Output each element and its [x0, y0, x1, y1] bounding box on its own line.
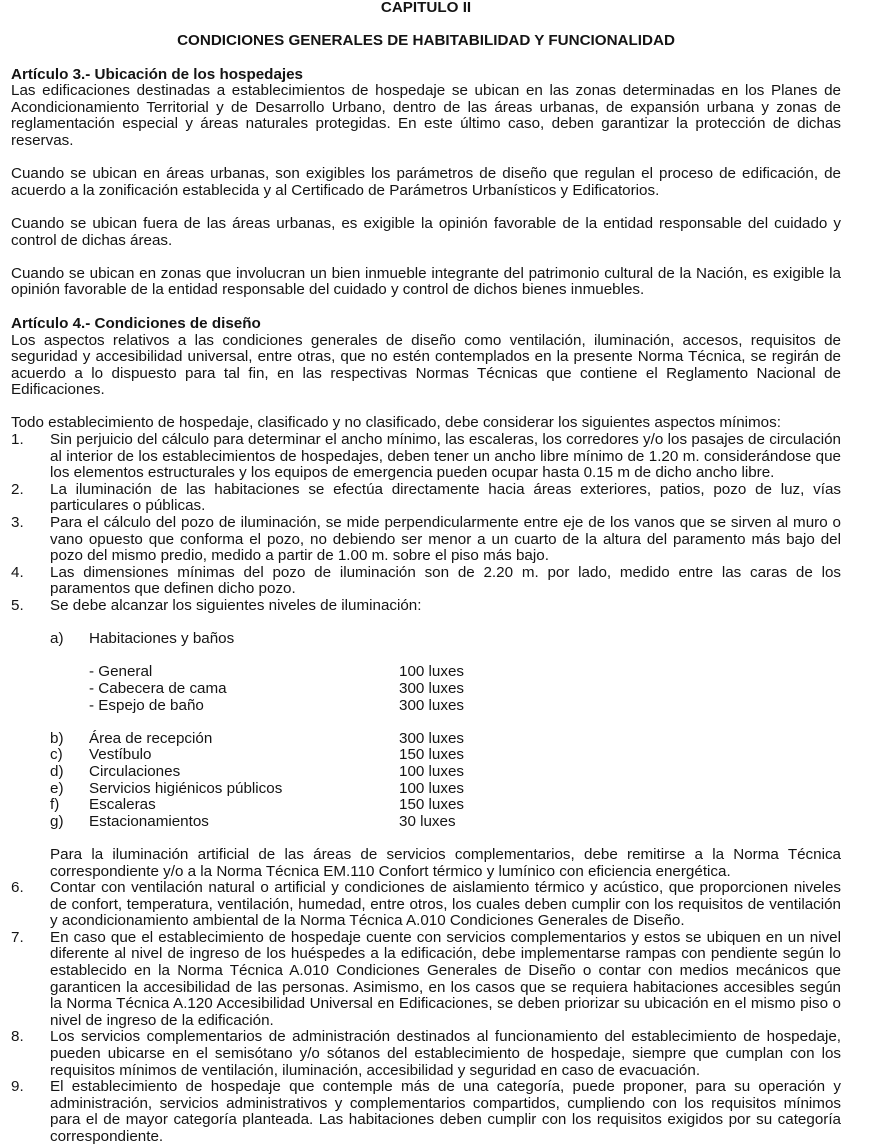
- article-3-paragraph: Las edificaciones destinadas a establecimientos de hospedaje se ubican en las zonas determinadas en los Planes de Acondicionamiento Territorial y de Desarrollo Urbano, dentro de las áreas urbanas, de expansión urbana y zonas de reglamentación especial y áreas naturales protegidas. En este último caso, deben garantizar la protección de dichas reservas.: [11, 82, 841, 149]
- lighting-category: [50, 631, 841, 648]
- list-number: 4.: [11, 563, 24, 581]
- sub-letter: g): [50, 812, 64, 830]
- list-text: Los servicios complementarios de administración destinados al funcionamiento del establecimiento de hospedaje, pueden ubicarse en el semisótano y/o sótanos del establecimiento de hospedaje, siempre que cumplan con los requisitos mínimos de ventilación, iluminación, accesibilidad y seguridad en caso de evacuación.: [50, 1028, 841, 1079]
- list-number: 8.: [11, 1028, 24, 1046]
- lux-value: 300 luxes: [399, 696, 465, 714]
- article-4-paragraph: Los aspectos relativos a las condiciones generales de diseño como ventilación, iluminación, accesos, requisitos de seguridad y accesibilidad universal, entre otras, que no estén contemplados en la presente Norma Técnica, se regirán de acuerdo a lo dispuesto para tal fin, en las respectivas Normas Técnicas que contiene el Reglamento Nacional de Edificaciones.: [11, 331, 841, 399]
- sub-label: Área de recepción: [89, 729, 213, 747]
- lux-value: 300 luxes: [399, 679, 465, 697]
- list-number: 6.: [11, 879, 24, 897]
- list-number: 5.: [11, 597, 24, 614]
- list-text: El establecimiento de hospedaje que contemple más de una categoría, puede proponer, para su operación y administración, servicios administrativos y complementarios compartidos, cumpliendo con los requisitos mínimos para el de mayor categoría planteada. Las habitaciones deben cumplir con los requisitos exigidos por su categoría correspondiente.: [50, 1078, 841, 1145]
- numbered-list: [11, 432, 841, 1146]
- list-text: En caso que el establecimiento de hospedaje cuente con servicios complementarios y estos se ubiquen en un nivel diferente al nivel de ingreso de los huéspedes a la edificación, debe implementarse rampas con pendiente según lo establecido en la Norma Técnica A.010 Condiciones Generales de Diseño o contar con medios mecánicos que garanticen la accesibilidad de las personas. Asimismo, en los casos que se requiera habitaciones accesibles según la Norma Técnica A.120 Accesibilidad Universal en Edificaciones, se deben priorizar su ubicación en el mismo piso o nivel de ingreso de la edificación.: [50, 928, 841, 1029]
- lighting-sub-row: [89, 698, 841, 715]
- list-number: 3.: [11, 514, 24, 532]
- lux-value: 300 luxes: [399, 729, 465, 747]
- article-3-paragraph: Cuando se ubican en zonas que involucran un bien inmueble integrante del patrimonio cultural de la Nación, es exigible la opinión favorable de la entidad responsable del cuidado y control de dichos bienes inmuebles.: [11, 264, 841, 299]
- lighting-row: [50, 814, 841, 831]
- list-text: Para el cálculo del pozo de iluminación, se mide perpendicularmente entre eje de los vanos que se sirven al muro o vano opuesto que conforma el pozo, no debiendo ser menor a un cuarto de la altura del paramento más bajo del pozo del mismo predio, medido a partir de 1.00 m. sobre el piso más bajo.: [50, 514, 841, 565]
- article-4-title: Artículo 4.- Condiciones de diseño: [11, 314, 261, 332]
- chapter-heading: CAPITULO II: [380, 0, 472, 16]
- sub-letter: f): [50, 796, 60, 814]
- sub-label: Estacionamientos: [89, 812, 209, 830]
- chapter-title: CONDICIONES GENERALES DE HABITABILIDAD Y FUNCIONALIDAD: [177, 32, 675, 49]
- list-item: [11, 432, 841, 482]
- lighting-sub-row: [89, 664, 841, 681]
- sub-label: Habitaciones y baños: [89, 630, 235, 648]
- lighting-row: [50, 747, 841, 764]
- list-item: [11, 598, 841, 615]
- list-text: Contar con ventilación natural o artificial y condiciones de aislamiento térmico y acústico, que proporcionen niveles de confort, temperatura, ventilación, humedad, entre otros, los cuales deben cumplir con los requisitos de ventilación y acondicionamiento ambiental de la Norma Técnica A.010 Condiciones Generales de Diseño.: [50, 879, 841, 930]
- list-item: [11, 1029, 841, 1079]
- sub-label: - General: [89, 663, 153, 681]
- sub-label: Circulaciones: [89, 762, 181, 780]
- article-3-title: Artículo 3.- Ubicación de los hospedajes: [11, 65, 304, 83]
- article-4-paragraph: Todo establecimiento de hospedaje, clasificado y no clasificado, debe considerar los siguientes aspectos mínimos:: [11, 414, 781, 432]
- sub-label: - Cabecera de cama: [89, 679, 227, 697]
- list-number: 2.: [11, 480, 24, 498]
- list-item: [11, 482, 841, 515]
- lighting-sub-row: [89, 681, 841, 698]
- list-item: [11, 930, 841, 1030]
- list-item: [11, 1079, 841, 1145]
- lighting-note: Para la iluminación artificial de las áreas de servicios complementarios, debe remitirse a la Norma Técnica correspondiente y/o a la Norma Técnica EM.110 Confort térmico y lumínico con eficiencia energética.: [50, 845, 841, 880]
- lux-value: 100 luxes: [399, 663, 465, 681]
- sub-letter: a): [50, 630, 64, 648]
- lighting-row: [50, 781, 841, 798]
- lighting-levels: [50, 631, 841, 830]
- sub-letter: e): [50, 779, 64, 797]
- lux-value: 150 luxes: [399, 796, 465, 814]
- sub-letter: d): [50, 762, 64, 780]
- sub-label: Servicios higiénicos públicos: [89, 779, 283, 797]
- list-number: 9.: [11, 1078, 24, 1096]
- list-text: Sin perjuicio del cálculo para determinar el ancho mínimo, las escaleras, los corredores y/o los pasajes de circulación al interior de los establecimientos de hospedajes, deben tener un ancho libre mínimo de 1.20 m. considerándose que los elementos estructurales y los equipos de emergencia pueden ocupar hasta 0.15 m de dicho ancho libre.: [50, 431, 841, 482]
- sub-letter: b): [50, 729, 64, 747]
- list-number: 7.: [11, 928, 24, 946]
- lux-value: 150 luxes: [399, 746, 465, 764]
- list-number: 1.: [11, 431, 24, 449]
- lux-value: 30 luxes: [399, 812, 456, 830]
- lighting-row: [50, 731, 841, 748]
- list-item: [11, 515, 841, 565]
- list-text: La iluminación de las habitaciones se efectúa directamente hacia áreas exteriores, patios, pozo de luz, vías particulares o públicas.: [50, 480, 841, 515]
- list-text: Se debe alcanzar los siguientes niveles de iluminación:: [50, 597, 422, 614]
- article-3-paragraph: Cuando se ubican en áreas urbanas, son exigibles los parámetros de diseño que regulan el proceso de edificación, de acuerdo a la zonificación establecida y al Certificado de Parámetros Urbanísticos y Edificatorios.: [11, 165, 841, 199]
- sub-label: Vestíbulo: [89, 746, 152, 764]
- lux-value: 100 luxes: [399, 762, 465, 780]
- list-text: Las dimensiones mínimas del pozo de iluminación son de 2.20 m. por lado, medido entre las caras de los paramentos que definen dicho pozo.: [50, 563, 841, 598]
- list-item: [11, 565, 841, 598]
- lux-value: 100 luxes: [399, 779, 465, 797]
- lighting-row: [50, 764, 841, 781]
- sub-letter: c): [50, 746, 63, 764]
- document-page: [11, 0, 841, 1146]
- lighting-row: [50, 797, 841, 814]
- sub-label: Escaleras: [89, 796, 156, 814]
- list-item: [11, 880, 841, 930]
- article-3-paragraph: Cuando se ubican fuera de las áreas urbanas, es exigible la opinión favorable de la entidad responsable del cuidado y control de dichas áreas.: [11, 214, 841, 249]
- sub-label: - Espejo de baño: [89, 696, 204, 714]
